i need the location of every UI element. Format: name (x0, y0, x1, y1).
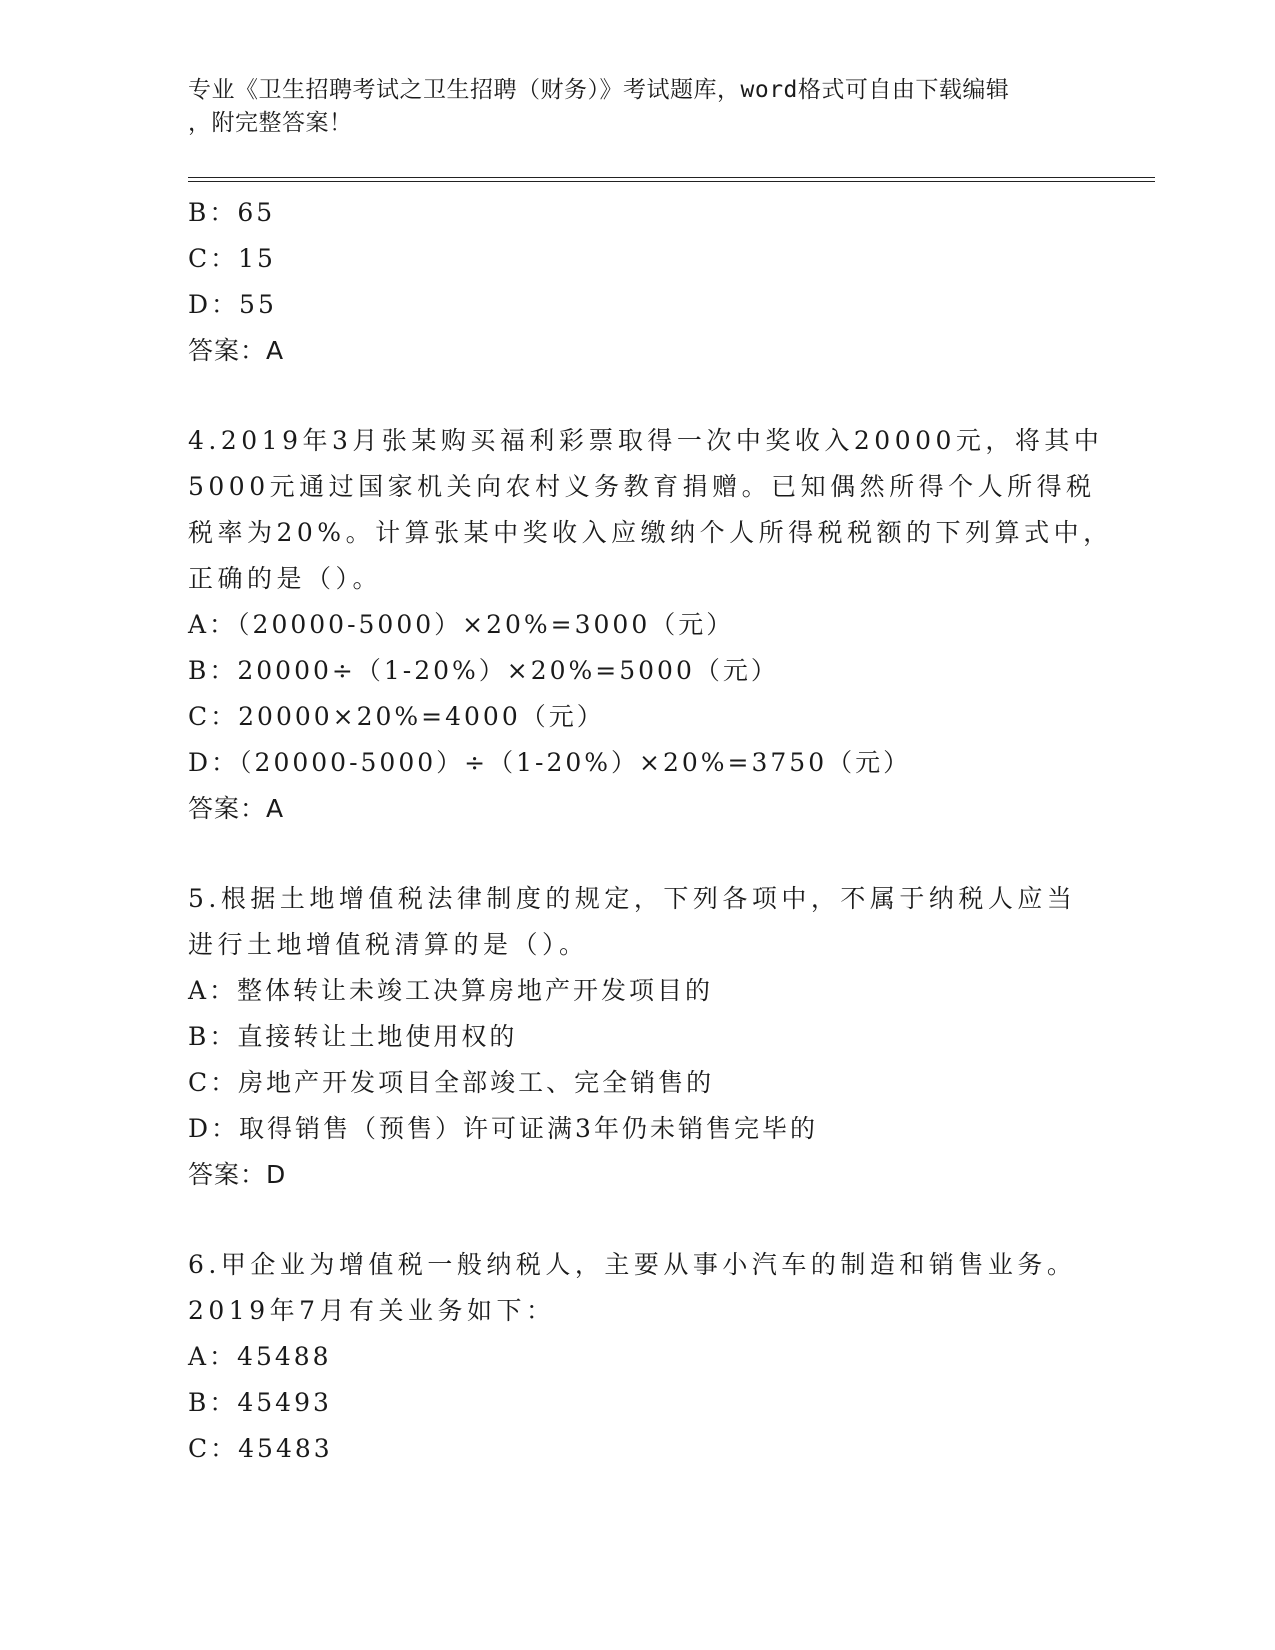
question-gap (188, 832, 1088, 876)
answer-line: 答案：A (188, 794, 285, 823)
question-stem-line: 5000元通过国家机关向农村义务教育捐赠。已知偶然所得个人所得税 (188, 472, 1096, 501)
option-a: A：45488 (188, 1342, 332, 1371)
option-b: B：20000÷（1-20%）×20%=5000（元） (188, 656, 779, 685)
option-c: C：45483 (188, 1434, 333, 1463)
header-line-1: 专业《卫生招聘考试之卫生招聘（财务）》考试题库，word格式可自由下载编辑 (188, 77, 1010, 103)
question-stem-line: 4.2019年3月张某购买福利彩票取得一次中奖收入20000元，将其中 (188, 426, 1104, 455)
option-b: B：65 (188, 198, 276, 227)
option-a: A：（20000-5000）×20%=3000（元） (188, 610, 735, 639)
option-b: B：直接转让土地使用权的 (188, 1022, 518, 1051)
question-stem-line: 5.根据土地增值税法律制度的规定，下列各项中，不属于纳税人应当 (188, 884, 1077, 913)
question-stem-line: 正确的是（）。 (188, 564, 383, 593)
option-b: B：45493 (188, 1388, 332, 1417)
question-stem-line: 税率为20%。计算张某中奖收入应缴纳个人所得税税额的下列算式中， (188, 518, 1113, 547)
previous-question (188, 190, 1088, 374)
option-c: C：20000×20%=4000（元） (188, 702, 605, 731)
option-c: C：15 (188, 244, 276, 273)
option-d: D：55 (188, 290, 277, 319)
question-stem-line: 6.甲企业为增值税一般纳税人，主要从事小汽车的制造和销售业务。 (188, 1250, 1077, 1279)
question-stem-line: 进行土地增值税清算的是（）。 (188, 930, 589, 959)
header-divider (188, 177, 1155, 182)
header-line-2: ，附完整答案！ (188, 110, 353, 136)
question-6 (188, 1242, 1088, 1472)
option-d: D：取得销售（预售）许可证满3年仍未销售完毕的 (188, 1114, 818, 1143)
option-a: A：整体转让未竣工决算房地产开发项目的 (188, 976, 714, 1005)
question-5 (188, 876, 1088, 1198)
question-4 (188, 418, 1113, 832)
question-stem-line: 2019年7月有关业务如下： (188, 1296, 556, 1325)
option-c: C：房地产开发项目全部竣工、完全销售的 (188, 1068, 715, 1097)
question-gap (188, 1198, 1088, 1242)
question-gap (188, 374, 1088, 418)
answer-line: 答案：D (188, 1160, 287, 1189)
answer-line: 答案：A (188, 336, 285, 365)
page-header (188, 74, 1068, 140)
document-body (188, 190, 1113, 1472)
option-d: D：（20000-5000）÷（1-20%）×20%=3750（元） (188, 748, 912, 777)
